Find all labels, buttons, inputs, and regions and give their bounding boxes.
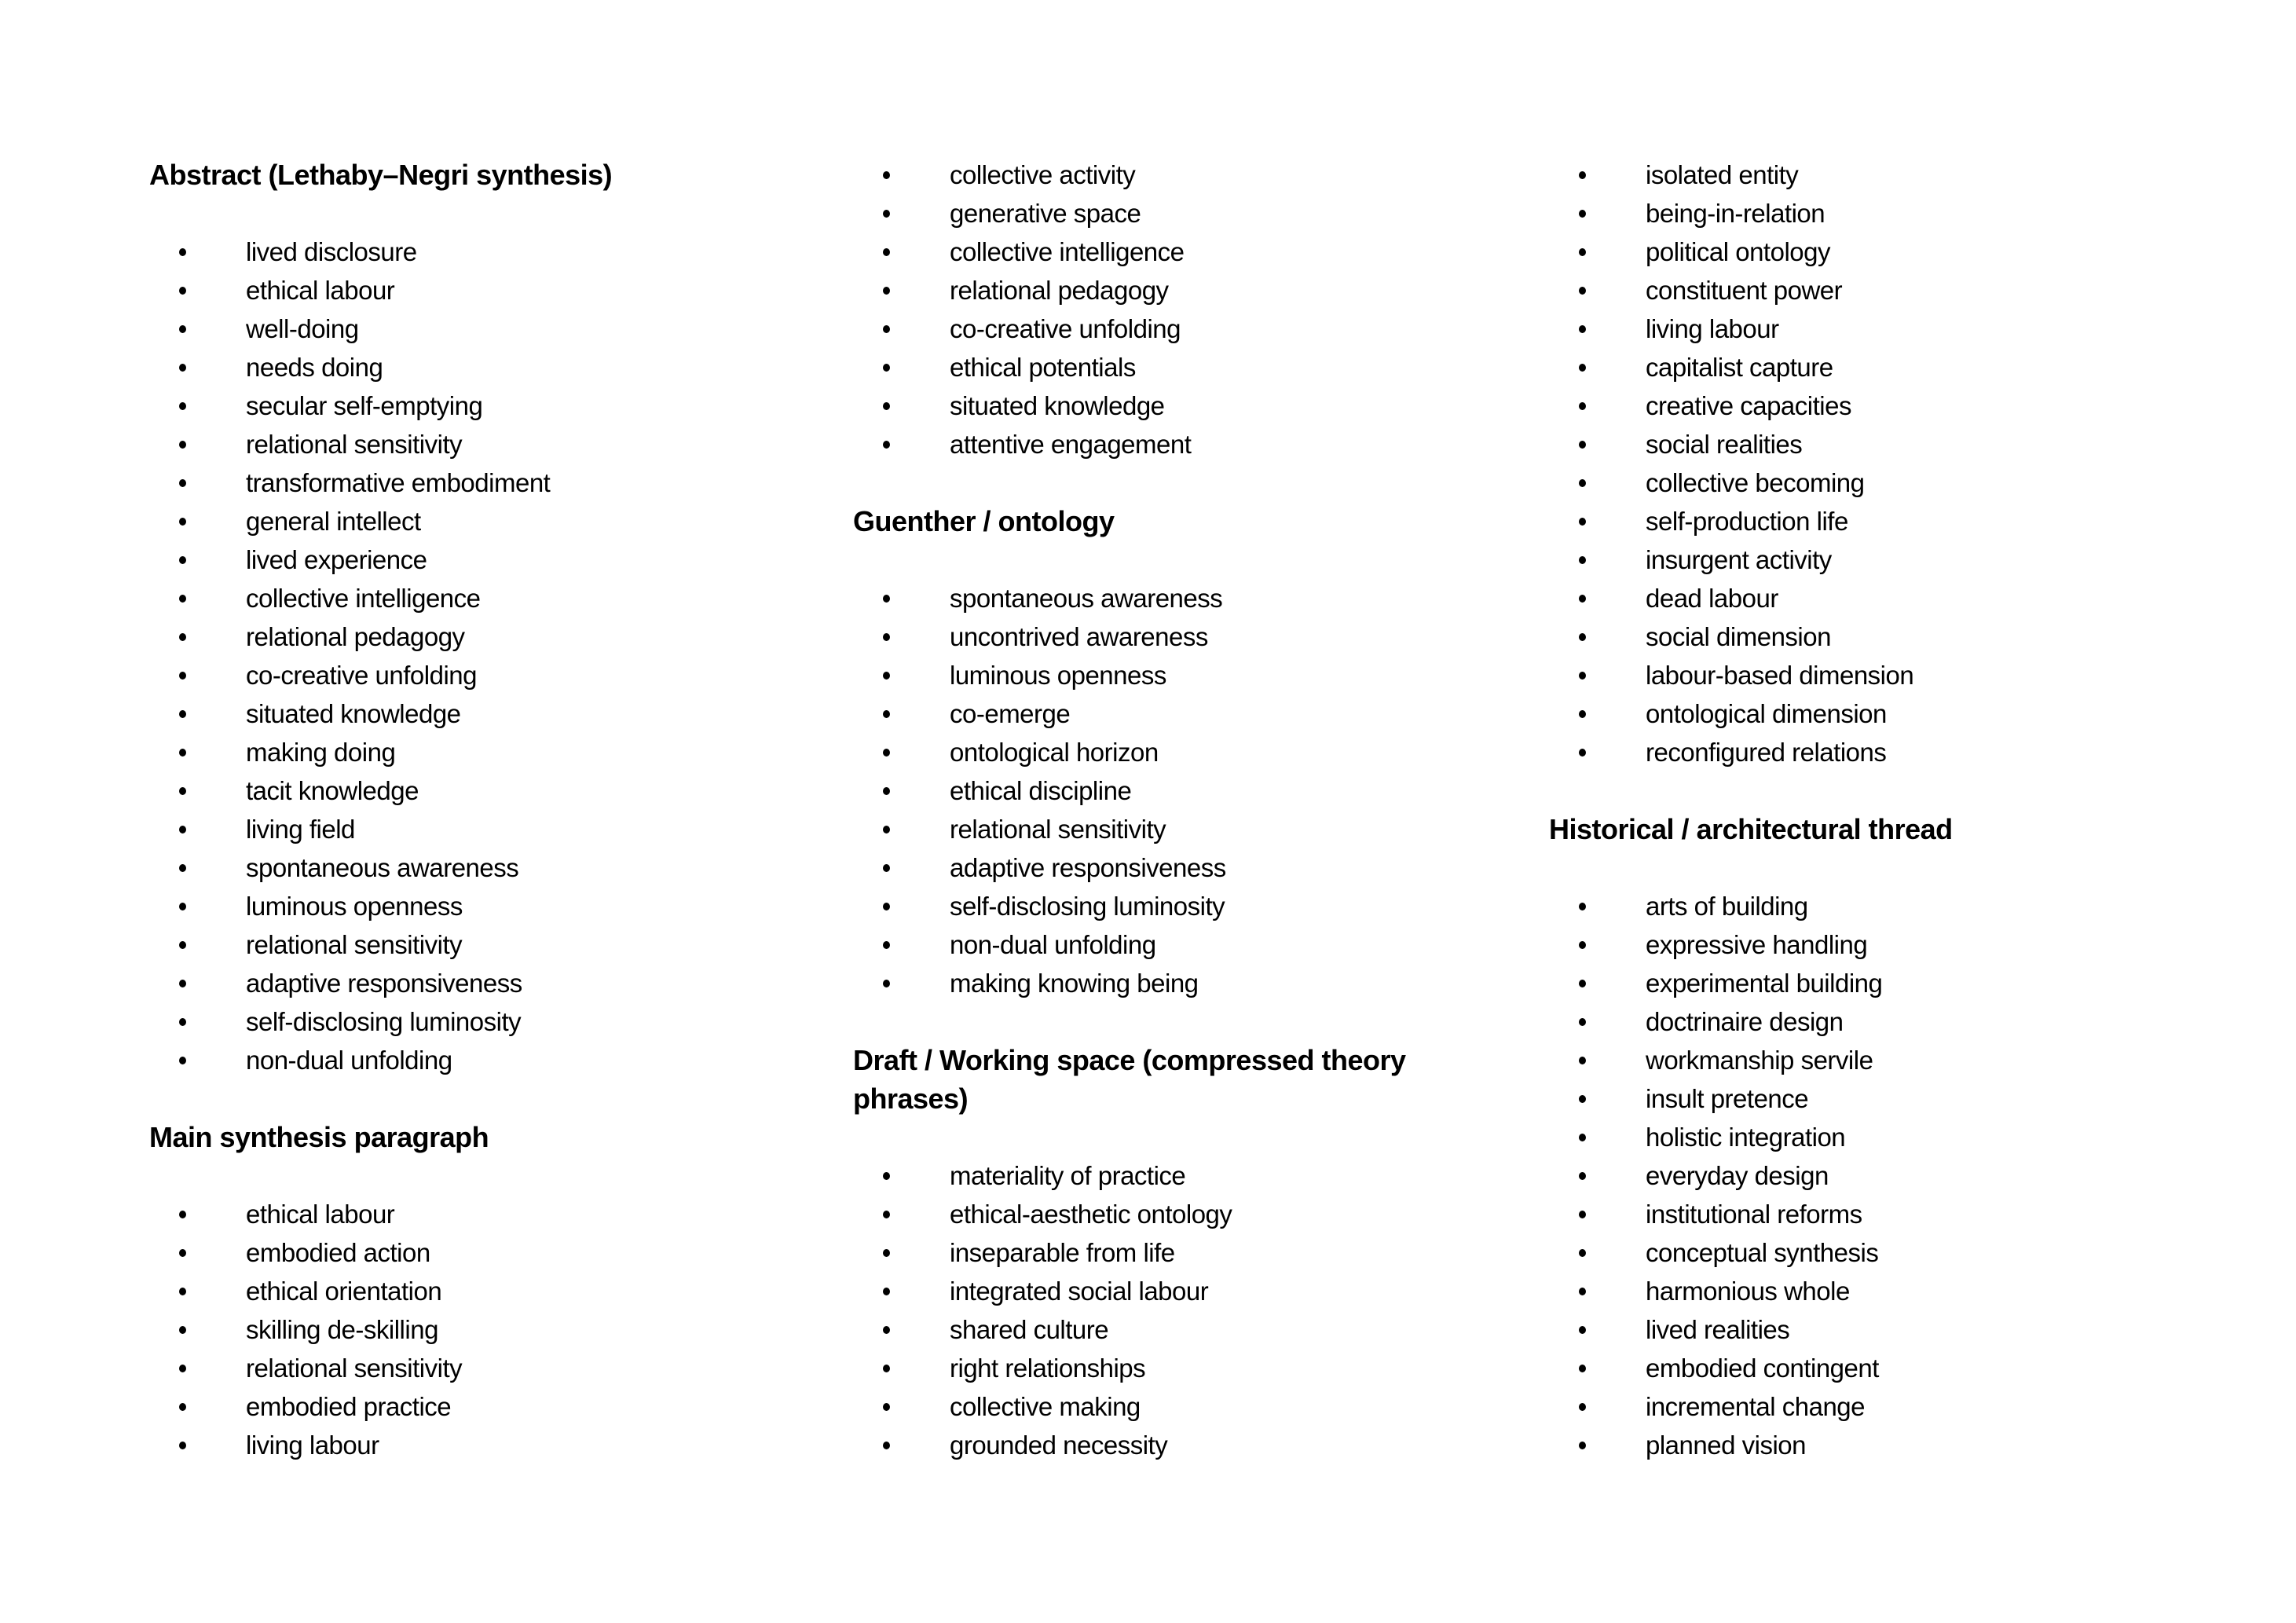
bullet-icon <box>883 1442 890 1449</box>
list-item <box>149 1310 793 1349</box>
bullet-icon <box>179 980 186 987</box>
bullet-icon <box>179 1326 186 1334</box>
bullet-icon <box>179 518 186 526</box>
bullet-icon <box>179 633 186 641</box>
list-item <box>853 1156 1497 1195</box>
list-item-text: situated knowledge <box>246 699 461 728</box>
column-2 <box>853 156 1497 1464</box>
list-item <box>149 425 793 463</box>
bullet-icon <box>179 441 186 449</box>
bullet-icon <box>883 595 890 603</box>
list-item <box>1549 1426 2193 1464</box>
bullet-icon <box>1579 941 1586 949</box>
list-item-text: ontological horizon <box>950 738 1159 767</box>
bullet-icon <box>883 1211 890 1218</box>
list-item-text: doctrinaire design <box>1646 1007 1844 1036</box>
bullet-icon <box>883 710 890 718</box>
bullet-icon <box>1579 210 1586 218</box>
list-item-text: right relationships <box>950 1354 1146 1383</box>
list-item <box>149 1272 793 1310</box>
bullet-icon <box>1579 518 1586 526</box>
list-item-text: uncontrived awareness <box>950 622 1208 651</box>
bullet-icon <box>179 1403 186 1411</box>
bullet-icon <box>883 210 890 218</box>
bullet-icon <box>883 287 890 295</box>
section-heading: Historical / architectural thread <box>1549 813 1953 845</box>
bullet-icon <box>179 1442 186 1449</box>
list-item-text: well-doing <box>246 314 359 343</box>
list-item-text: labour-based dimension <box>1646 661 1914 690</box>
list-item <box>1549 502 2193 540</box>
bullet-icon <box>179 903 186 910</box>
bullet-icon <box>883 864 890 872</box>
list-item-text: relational pedagogy <box>950 276 1169 305</box>
list-item-text: experimental building <box>1646 969 1883 998</box>
list-item <box>149 540 793 579</box>
bullet-icon <box>179 556 186 564</box>
list-item <box>149 925 793 964</box>
list-item-text: ethical-aesthetic ontology <box>950 1200 1232 1229</box>
list-item-text: social dimension <box>1646 622 1831 651</box>
bullet-icon <box>883 1326 890 1334</box>
list-item-text: attentive engagement <box>950 430 1192 459</box>
list-item <box>853 348 1497 387</box>
list-item-text: needs doing <box>246 353 383 382</box>
list-item-text: isolated entity <box>1646 160 1799 189</box>
list-item <box>1549 925 2193 964</box>
list-item-text: ethical potentials <box>950 353 1136 382</box>
list-item-text: holistic integration <box>1646 1123 1846 1152</box>
bullet-icon <box>883 903 890 910</box>
bullet-icon <box>1579 1172 1586 1180</box>
bullet-icon <box>179 1288 186 1295</box>
list-item-text: living labour <box>246 1431 379 1460</box>
bullet-list <box>853 1156 1497 1464</box>
list-item-text: self-disclosing luminosity <box>246 1007 522 1036</box>
bullet-icon <box>1579 441 1586 449</box>
list-item <box>853 771 1497 810</box>
list-item <box>853 310 1497 348</box>
list-item <box>149 1002 793 1041</box>
list-item <box>853 194 1497 233</box>
bullet-icon <box>179 1018 186 1026</box>
list-item <box>853 233 1497 271</box>
list-item <box>853 1195 1497 1233</box>
list-item-text: ethical discipline <box>950 776 1132 805</box>
list-item-text: grounded necessity <box>950 1431 1168 1460</box>
list-item <box>853 1233 1497 1272</box>
list-item-text: conceptual synthesis <box>1646 1238 1879 1267</box>
list-item-text: making knowing being <box>950 969 1199 998</box>
list-item-text: ethical orientation <box>246 1277 442 1306</box>
list-item-text: skilling de-skilling <box>246 1315 438 1344</box>
bullet-icon <box>1579 1095 1586 1103</box>
bullet-list <box>149 233 793 1079</box>
list-item-text: situated knowledge <box>950 391 1165 420</box>
bullet-icon <box>1579 364 1586 372</box>
list-item-text: secular self-emptying <box>246 391 483 420</box>
bullet-icon <box>1579 633 1586 641</box>
list-item-text: embodied contingent <box>1646 1354 1879 1383</box>
list-item <box>1549 733 2193 771</box>
list-item <box>853 1387 1497 1426</box>
bullet-list <box>853 156 1497 463</box>
list-item <box>1549 156 2193 194</box>
list-item-text: lived realities <box>1646 1315 1790 1344</box>
list-item-text: constituent power <box>1646 276 1843 305</box>
list-item <box>149 733 793 771</box>
bullet-icon <box>179 287 186 295</box>
list-item <box>149 1195 793 1233</box>
list-item-text: collective intelligence <box>246 584 481 613</box>
list-item-text: co-creative unfolding <box>246 661 478 690</box>
list-item-text: non-dual unfolding <box>950 930 1156 959</box>
list-item <box>1549 964 2193 1002</box>
bullet-icon <box>1579 1442 1586 1449</box>
list-item-text: collective becoming <box>1646 468 1865 497</box>
list-item <box>1549 463 2193 502</box>
list-item-text: lived experience <box>246 545 427 574</box>
list-item <box>853 964 1497 1002</box>
list-item-text: relational pedagogy <box>246 622 465 651</box>
list-item <box>149 964 793 1002</box>
bullet-icon <box>1579 556 1586 564</box>
bullet-icon <box>883 1403 890 1411</box>
section-heading: Main synthesis paragraph <box>149 1121 489 1153</box>
bullet-icon <box>179 325 186 333</box>
list-item <box>1549 579 2193 617</box>
list-item-text: non-dual unfolding <box>246 1046 452 1075</box>
bullet-icon <box>1579 595 1586 603</box>
list-item-text: ethical labour <box>246 1200 395 1229</box>
bullet-icon <box>1579 672 1586 680</box>
list-item-text: relational sensitivity <box>246 430 463 459</box>
bullet-icon <box>1579 248 1586 256</box>
list-item <box>1549 617 2193 656</box>
bullet-list <box>149 1195 793 1464</box>
list-item-text: luminous openness <box>950 661 1166 690</box>
bullet-icon <box>179 826 186 833</box>
list-item <box>149 656 793 694</box>
list-item-text: social realities <box>1646 430 1803 459</box>
list-item-text: tacit knowledge <box>246 776 419 805</box>
list-item <box>1549 1310 2193 1349</box>
bullet-icon <box>179 1365 186 1372</box>
list-item-text: dead labour <box>1646 584 1778 613</box>
list-item <box>1549 1387 2193 1426</box>
bullet-icon <box>883 826 890 833</box>
list-item-text: collective intelligence <box>950 237 1185 266</box>
list-item <box>149 848 793 887</box>
list-item <box>1549 1118 2193 1156</box>
list-item-text: workmanship servile <box>1646 1046 1873 1075</box>
list-item-text: everyday design <box>1646 1161 1829 1190</box>
list-item <box>149 463 793 502</box>
list-item-text: ethical labour <box>246 276 395 305</box>
bullet-icon <box>883 633 890 641</box>
bullet-icon <box>1579 1365 1586 1372</box>
list-item <box>853 1349 1497 1387</box>
list-item-text: ontological dimension <box>1646 699 1887 728</box>
bullet-icon <box>1579 325 1586 333</box>
list-item <box>149 887 793 925</box>
bullet-icon <box>883 325 890 333</box>
bullet-icon <box>1579 1057 1586 1064</box>
list-item <box>149 1233 793 1272</box>
list-item <box>149 579 793 617</box>
bullet-icon <box>179 749 186 757</box>
list-item-text: living labour <box>1646 314 1779 343</box>
bullet-icon <box>179 595 186 603</box>
list-item <box>853 733 1497 771</box>
list-item-text: collective making <box>950 1392 1141 1421</box>
bullet-icon <box>1579 287 1586 295</box>
list-item-text: transformative embodiment <box>246 468 551 497</box>
list-item-text: institutional reforms <box>1646 1200 1862 1229</box>
list-item-text: integrated social labour <box>950 1277 1209 1306</box>
list-item-text: arts of building <box>1646 892 1808 921</box>
list-item <box>853 1272 1497 1310</box>
bullet-icon <box>1579 1249 1586 1257</box>
section-heading: Draft / Working space (compressed theory phrases) <box>853 1044 1406 1115</box>
list-item <box>853 810 1497 848</box>
section-heading: Abstract (Lethaby–Negri synthesis) <box>149 159 613 191</box>
list-item-text: relational sensitivity <box>246 930 463 959</box>
bullet-icon <box>1579 1211 1586 1218</box>
list-item <box>1549 271 2193 310</box>
bullet-icon <box>883 441 890 449</box>
list-item <box>1549 887 2193 925</box>
list-item <box>853 617 1497 656</box>
list-item <box>149 694 793 733</box>
list-item-text: harmonious whole <box>1646 1277 1850 1306</box>
list-item-text: adaptive responsiveness <box>246 969 522 998</box>
list-item <box>853 387 1497 425</box>
list-item-text: incremental change <box>1646 1392 1866 1421</box>
list-item <box>1549 1079 2193 1118</box>
list-item-text: luminous openness <box>246 892 463 921</box>
list-item-text: co-emerge <box>950 699 1071 728</box>
list-item <box>149 810 793 848</box>
bullet-icon <box>1579 402 1586 410</box>
list-item <box>1549 1349 2193 1387</box>
list-item <box>1549 540 2193 579</box>
list-item-text: general intellect <box>246 507 421 536</box>
list-item <box>853 1426 1497 1464</box>
list-item <box>149 233 793 271</box>
list-item <box>853 1310 1497 1349</box>
list-item <box>853 156 1497 194</box>
list-item-text: spontaneous awareness <box>950 584 1223 613</box>
list-item <box>1549 1233 2193 1272</box>
bullet-icon <box>179 864 186 872</box>
section-heading: Guenther / ontology <box>853 505 1115 537</box>
list-item-text: shared culture <box>950 1315 1109 1344</box>
bullet-icon <box>1579 1134 1586 1141</box>
list-item-text: self-production life <box>1646 507 1848 536</box>
list-item <box>1549 387 2193 425</box>
list-item <box>1549 694 2193 733</box>
bullet-list <box>1549 156 2193 771</box>
bullet-icon <box>883 248 890 256</box>
list-item-text: inseparable from life <box>950 1238 1175 1267</box>
bullet-icon <box>883 1172 890 1180</box>
bullet-icon <box>179 248 186 256</box>
list-item-text: being-in-relation <box>1646 199 1825 228</box>
bullet-icon <box>883 941 890 949</box>
list-item-text: expressive handling <box>1646 930 1868 959</box>
bullet-icon <box>1579 479 1586 487</box>
bullet-icon <box>179 1249 186 1257</box>
bullet-icon <box>883 787 890 795</box>
list-item <box>853 656 1497 694</box>
list-item <box>1549 233 2193 271</box>
list-item <box>1549 194 2193 233</box>
bullet-icon <box>883 1249 890 1257</box>
list-item-text: insult pretence <box>1646 1084 1809 1113</box>
list-item-text: living field <box>246 815 355 844</box>
list-item-text: capitalist capture <box>1646 353 1833 382</box>
list-item <box>149 771 793 810</box>
list-item <box>149 1387 793 1426</box>
bullet-icon <box>179 479 186 487</box>
bullet-icon <box>883 364 890 372</box>
list-item-text: planned vision <box>1646 1431 1806 1460</box>
bullet-icon <box>179 672 186 680</box>
list-item-text: lived disclosure <box>246 237 417 266</box>
list-item-text: embodied action <box>246 1238 430 1267</box>
bullet-icon <box>179 710 186 718</box>
list-item <box>149 310 793 348</box>
list-item <box>853 925 1497 964</box>
bullet-icon <box>179 1211 186 1218</box>
list-item <box>1549 1272 2193 1310</box>
bullet-icon <box>1579 1403 1586 1411</box>
list-item-text: spontaneous awareness <box>246 853 519 882</box>
bullet-icon <box>1579 1018 1586 1026</box>
bullet-icon <box>883 672 890 680</box>
list-item-text: political ontology <box>1646 237 1830 266</box>
list-item-text: reconfigured relations <box>1646 738 1887 767</box>
bullet-icon <box>179 364 186 372</box>
bullet-icon <box>883 171 890 179</box>
list-item <box>149 348 793 387</box>
bullet-list <box>1549 887 2193 1464</box>
list-item <box>149 1349 793 1387</box>
bullet-icon <box>883 749 890 757</box>
bullet-icon <box>1579 903 1586 910</box>
bullet-icon <box>883 1288 890 1295</box>
list-item <box>853 271 1497 310</box>
bullet-icon <box>1579 1326 1586 1334</box>
list-item <box>149 271 793 310</box>
list-item <box>1549 1195 2193 1233</box>
bullet-icon <box>179 402 186 410</box>
bullet-icon <box>883 980 890 987</box>
column-1 <box>149 156 793 1464</box>
list-item <box>149 387 793 425</box>
bullet-icon <box>179 787 186 795</box>
list-item-text: relational sensitivity <box>950 815 1166 844</box>
list-item <box>1549 310 2193 348</box>
bullet-icon <box>1579 710 1586 718</box>
bullet-icon <box>1579 1288 1586 1295</box>
bullet-list <box>853 579 1497 1002</box>
list-item-text: materiality of practice <box>950 1161 1186 1190</box>
list-item <box>1549 425 2193 463</box>
list-item <box>853 887 1497 925</box>
bullet-icon <box>179 941 186 949</box>
bullet-icon <box>1579 171 1586 179</box>
list-item-text: collective activity <box>950 160 1136 189</box>
list-item-text: generative space <box>950 199 1141 228</box>
list-item <box>149 617 793 656</box>
list-item-text: creative capacities <box>1646 391 1851 420</box>
list-item-text: adaptive responsiveness <box>950 853 1226 882</box>
list-item <box>1549 1002 2193 1041</box>
list-item <box>1549 656 2193 694</box>
list-item-text: embodied practice <box>246 1392 452 1421</box>
list-item <box>149 1426 793 1464</box>
bullet-icon <box>1579 749 1586 757</box>
bullet-icon <box>883 1365 890 1372</box>
bullet-icon <box>883 402 890 410</box>
list-item-text: self-disclosing luminosity <box>950 892 1225 921</box>
list-item <box>1549 1156 2193 1195</box>
list-item-text: co-creative unfolding <box>950 314 1181 343</box>
bullet-icon <box>1579 980 1586 987</box>
list-item <box>853 848 1497 887</box>
list-item <box>1549 348 2193 387</box>
list-item <box>149 502 793 540</box>
bullet-icon <box>179 1057 186 1064</box>
list-item <box>853 579 1497 617</box>
list-item <box>853 694 1497 733</box>
list-item <box>149 1041 793 1079</box>
list-item <box>853 425 1497 463</box>
column-3 <box>1549 156 2193 1464</box>
list-item-text: making doing <box>246 738 396 767</box>
list-item <box>1549 1041 2193 1079</box>
list-item-text: relational sensitivity <box>246 1354 463 1383</box>
list-item-text: insurgent activity <box>1646 545 1832 574</box>
